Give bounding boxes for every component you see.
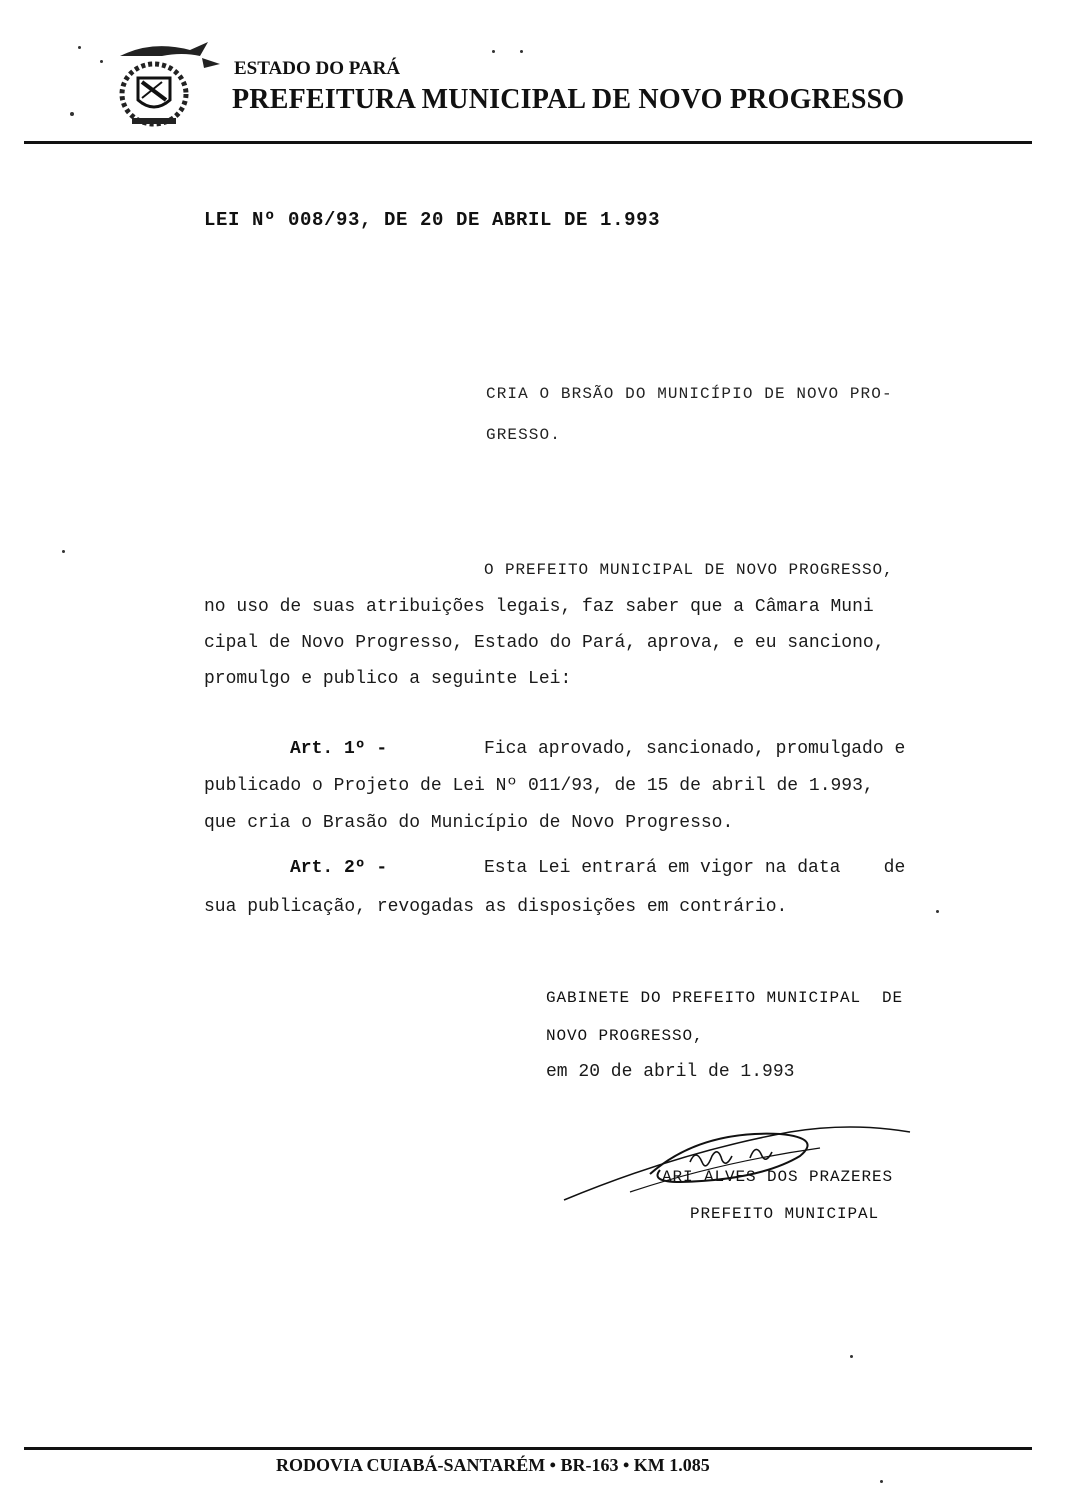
state-name: ESTADO DO PARÁ [234, 58, 401, 79]
article-label: Art. 1º - [290, 739, 388, 759]
scan-speck [78, 46, 81, 49]
footer-divider [24, 1447, 1032, 1450]
ementa-line: CRIA O BRSÃO DO MUNICÍPIO DE NOVO PRO- [486, 385, 893, 403]
preamble-line: promulgo e publico a seguinte Lei: [204, 669, 572, 689]
municipality-header: PREFEITURA MUNICIPAL DE NOVO PROGRESSO [232, 84, 905, 115]
scan-speck [880, 1480, 883, 1483]
scan-speck [62, 550, 65, 553]
article-text: que cria o Brasão do Município de Novo Progresso. [204, 813, 734, 833]
closing-line: NOVO PROGRESSO, [546, 1027, 704, 1045]
article-text: publicado o Projeto de Lei Nº 011/93, de 15 de abril de 1.993, [204, 776, 874, 796]
scan-speck [936, 910, 939, 913]
scan-speck [492, 50, 495, 53]
ementa-line: GRESSO. [486, 426, 561, 444]
closing-line: GABINETE DO PREFEITO MUNICIPAL DE [546, 989, 904, 1007]
preamble-line: cipal de Novo Progresso, Estado do Pará, aprova, e eu sanciono, [204, 633, 885, 653]
scan-speck [520, 50, 523, 53]
scan-speck [100, 60, 103, 63]
scan-speck [850, 1355, 853, 1358]
article-text: Fica aprovado, sancionado, promulgado e [484, 739, 906, 759]
footer-address: RODOVIA CUIABÁ-SANTARÉM • BR-163 • KM 1.085 [276, 1455, 710, 1475]
closing-date: em 20 de abril de 1.993 [546, 1062, 795, 1082]
preamble-line: O PREFEITO MUNICIPAL DE NOVO PROGRESSO, [484, 561, 894, 579]
header-divider [24, 141, 1032, 144]
coat-of-arms-icon [112, 38, 222, 128]
signature-icon [560, 1112, 920, 1212]
signatory-role: PREFEITO MUNICIPAL [690, 1205, 880, 1223]
article-text: sua publicação, revogadas as disposições em contrário. [204, 897, 788, 917]
article-label: Art. 2º - [290, 858, 388, 878]
article-text: Esta Lei entrará em vigor na data de [484, 858, 906, 878]
law-title: LEI Nº 008/93, DE 20 DE ABRIL DE 1.993 [204, 209, 661, 231]
signatory-name: ARI ALVES DOS PRAZERES [662, 1168, 894, 1186]
preamble-line: no uso de suas atribuições legais, faz saber que a Câmara Muni [204, 597, 874, 617]
scan-speck [70, 112, 74, 116]
